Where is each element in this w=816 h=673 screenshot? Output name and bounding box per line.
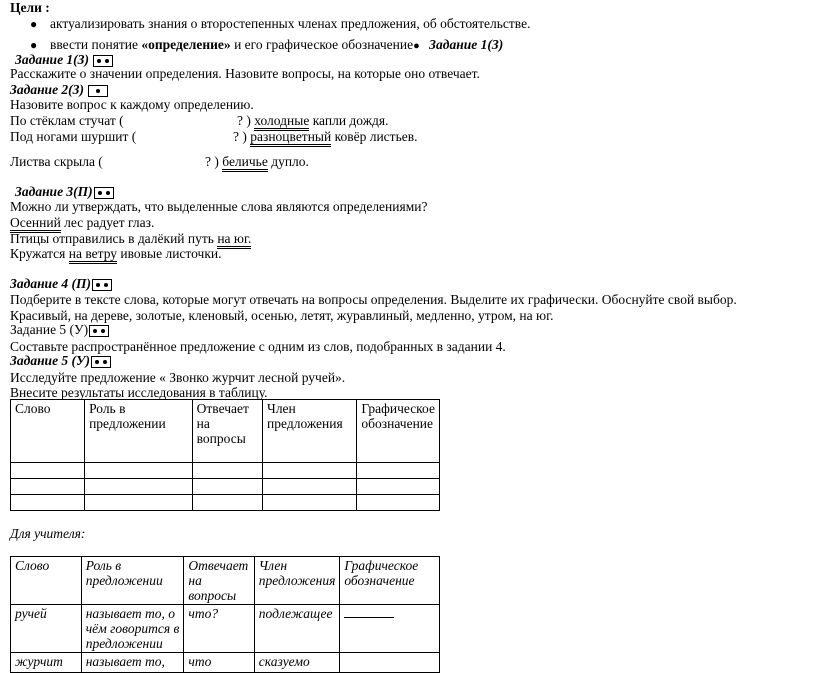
task5b-text: Исследуйте предложение « Звонко журчит лесной ручей». xyxy=(10,370,346,385)
table-header-row xyxy=(11,557,440,605)
task2-sentence-2: Под ногами шуршит ( xyxy=(10,129,137,144)
subject-underline-mark xyxy=(344,607,394,618)
header-cell: Роль в предложении xyxy=(85,400,193,463)
table-cell: называет то, xyxy=(81,653,184,673)
table-row xyxy=(11,605,440,653)
goal-item-2: ввести понятие «определение» и его графическое обозначение● Задание 1(З) xyxy=(50,37,504,52)
task2-sentence-1-end: ? ) холодные капли дождя. xyxy=(237,113,388,129)
task2-sentence-3-end: ? ) беличье дупло. xyxy=(205,154,309,170)
results-table xyxy=(10,399,440,511)
task3-line-1: Осенний лес радует глаз. xyxy=(10,215,154,231)
header-cell: Отвечает на вопросы xyxy=(192,400,262,463)
header-cell: Член предложения xyxy=(254,557,340,605)
header-cell: Слово xyxy=(11,400,85,463)
table-cell: называет то, о чём говорится в предложении xyxy=(81,605,184,653)
goal-item-1: актуализировать знания о второстепенных членах предложения, об обстоятельстве. xyxy=(50,16,531,31)
task3-line-3: Кружатся на ветру ивовые листочки. xyxy=(10,246,222,262)
task1-text: Расскажите о значении определения. Назовите вопросы, на которые оно отвечает. xyxy=(10,66,480,81)
bullet-icon: ● xyxy=(413,40,420,52)
table-cell xyxy=(340,653,440,673)
goals-title: Цели : xyxy=(10,0,50,15)
table-row xyxy=(11,653,440,673)
header-cell: Член предложения xyxy=(263,400,357,463)
header-cell: Графическое обозначение xyxy=(340,557,440,605)
two-dot-icon xyxy=(89,325,109,337)
table-row xyxy=(11,495,440,511)
task2-sentence-2-end: ? ) разноцветный ковёр листьев. xyxy=(233,129,417,145)
task5a-title: Задание 5 (У) xyxy=(10,322,109,338)
task3-line-2: Птицы отправились в далёкий путь на юг. xyxy=(10,231,251,247)
task5b-title: Задание 5 (У) xyxy=(10,353,111,369)
bullet-icon: ● xyxy=(30,17,38,31)
header-cell: Роль в предложении xyxy=(81,557,184,605)
table-cell: сказуемо xyxy=(254,653,340,673)
table-cell: журчит xyxy=(11,653,82,673)
task4-text: Подберите в тексте слова, которые могут отвечать на вопросы определения. Выделите их графически. Обоснуйте свой выбор. xyxy=(10,292,737,307)
task4-words: Красивый, на дереве, золотые, кленовый, осенью, летят, журавлиный, медленно, утром, на юг. xyxy=(10,308,554,323)
header-cell: Отвечает на вопросы xyxy=(184,557,254,605)
goal-task-ref: Задание 1(З) xyxy=(429,37,504,52)
table-cell: что? xyxy=(184,605,254,653)
header-cell: Слово xyxy=(11,557,82,605)
two-dot-icon xyxy=(91,356,111,368)
task5a-text: Составьте распространённое предложение с одним из слов, подобранных в задании 4. xyxy=(10,339,506,354)
table-cell: ручей xyxy=(11,605,82,653)
table-header-row xyxy=(11,400,440,463)
task4-title: Задание 4 (П) xyxy=(10,276,112,292)
task1-title: Задание 1(З) xyxy=(15,52,113,68)
header-cell: Графическое обозначение xyxy=(357,400,440,463)
table-row xyxy=(11,479,440,495)
task3-question: Можно ли утверждать, что выделенные слова являются определениями? xyxy=(10,199,428,214)
bullet-icon: ● xyxy=(30,38,38,52)
table-row xyxy=(11,463,440,479)
two-dot-icon xyxy=(94,187,114,199)
task5b-text2: Внесите результаты исследования в таблицу. xyxy=(10,385,268,400)
task2-sentence-3: Листва скрыла ( xyxy=(10,154,103,169)
task2-text: Назовите вопрос к каждому определению. xyxy=(10,97,254,112)
task2-title: Задание 2(З) xyxy=(10,82,108,98)
one-dot-icon xyxy=(88,85,108,97)
table-cell: подлежащее xyxy=(254,605,340,653)
task3-title: Задание 3(П) xyxy=(15,184,114,200)
two-dot-icon xyxy=(92,279,112,291)
task2-sentence-1: По стёклам стучат ( xyxy=(10,113,124,128)
table-cell xyxy=(340,605,440,653)
teacher-table xyxy=(10,556,440,673)
teacher-label: Для учителя: xyxy=(10,526,86,541)
table-cell: что xyxy=(184,653,254,673)
